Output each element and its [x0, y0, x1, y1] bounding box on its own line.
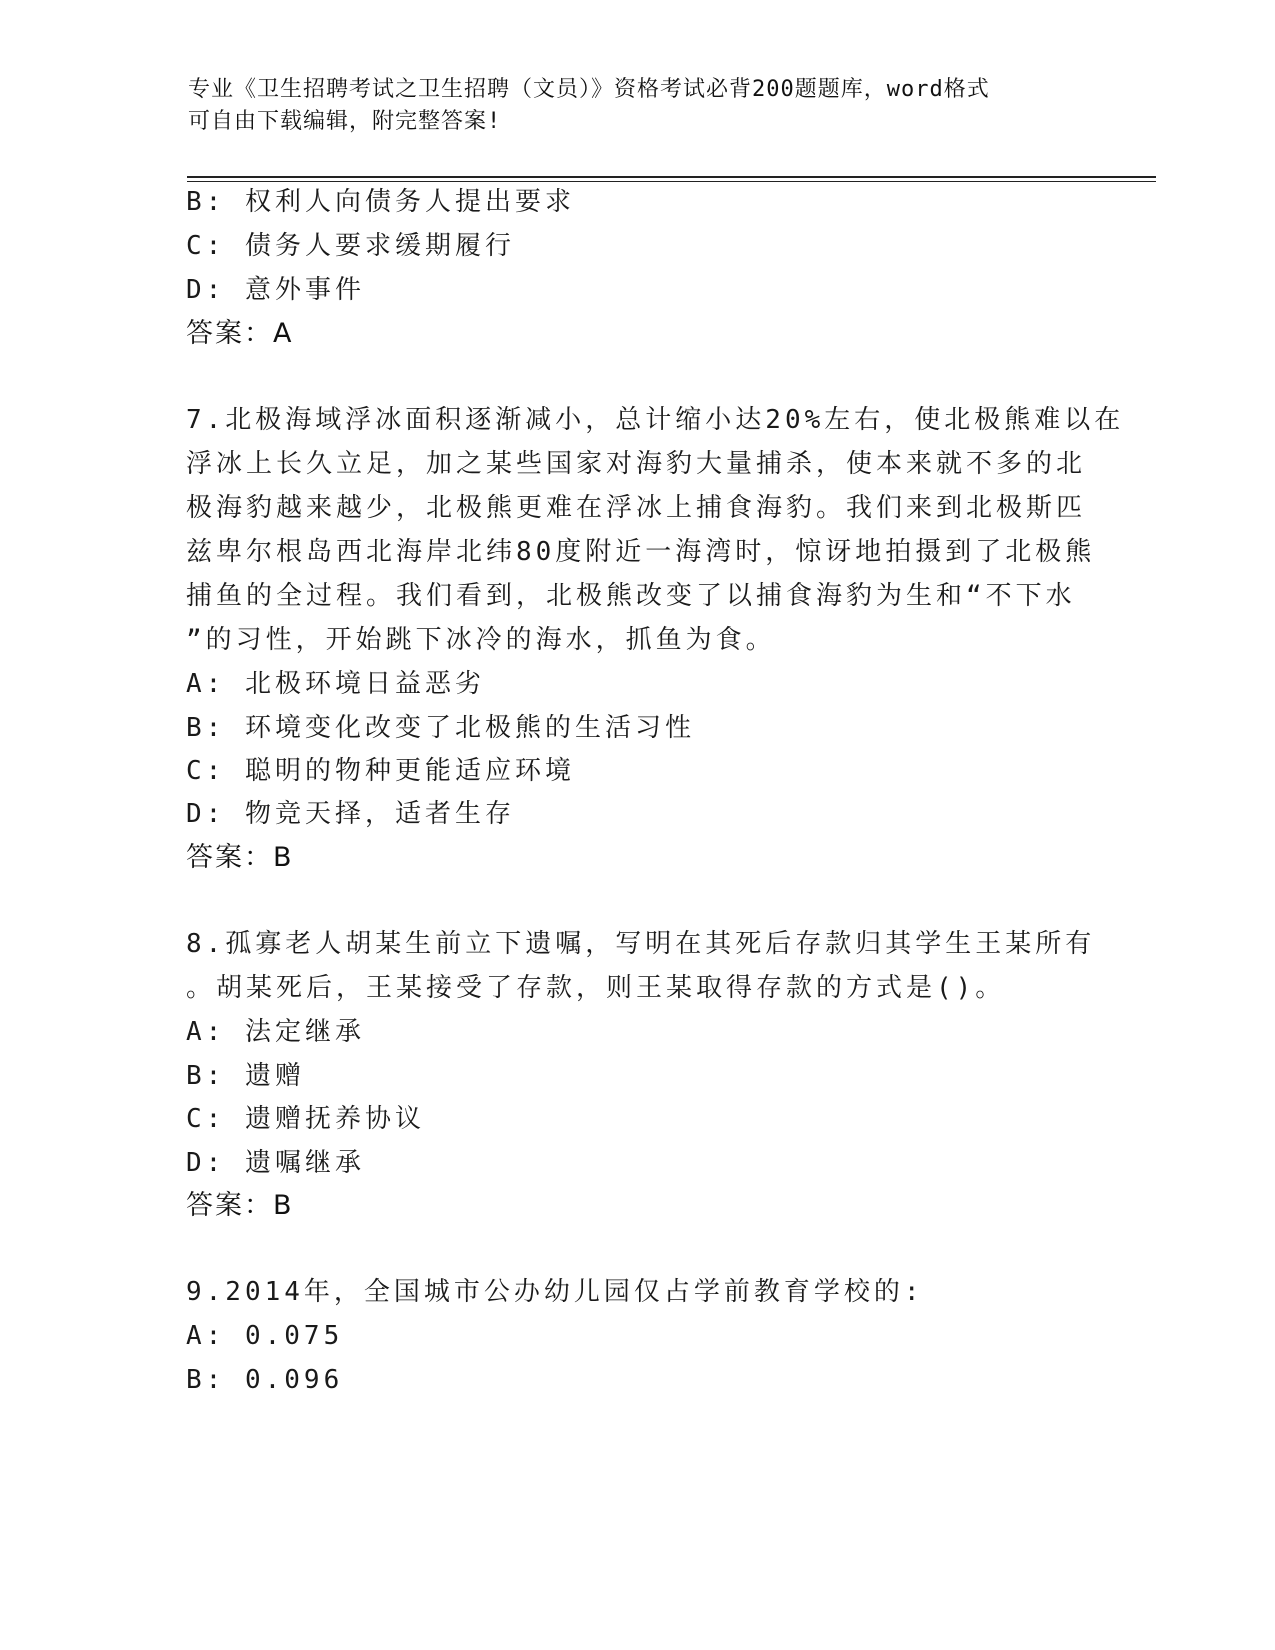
question-7-stem-line: 兹卑尔根岛西北海岸北纬80度附近一海湾时，惊讶地拍摄到了北极熊: [186, 537, 1096, 567]
question-9-option-b: B: 0.096: [186, 1365, 344, 1395]
question-7-stem-line: ”的习性，开始跳下冰冷的海水，抓鱼为食。: [186, 625, 776, 655]
question-7-option-a: A: 北极环境日益恶劣: [186, 669, 485, 699]
question-8-stem-line: 。胡某死后，王某接受了存款，则王某取得存款的方式是()。: [186, 973, 1006, 1003]
header-divider: [187, 176, 1156, 182]
question-7-option-d: D: 物竞天择，适者生存: [186, 799, 515, 829]
question-8-stem-line: 8.孤寡老人胡某生前立下遗嘱，写明在其死后存款归其学生王某所有: [186, 929, 1096, 959]
header-line-1: 专业《卫生招聘考试之卫生招聘（文员）》资格考试必背200题题库，word格式: [188, 77, 990, 102]
header-line-2: 可自由下载编辑，附完整答案!: [188, 109, 502, 134]
question-8-option-d: D: 遗嘱继承: [186, 1148, 365, 1178]
question-8-option-c: C: 遗赠抚养协议: [186, 1104, 425, 1134]
option-b: B: 权利人向债务人提出要求: [186, 187, 575, 217]
question-7-option-c: C: 聪明的物种更能适应环境: [186, 756, 575, 786]
question-7-stem-line: 浮冰上长久立足，加之某些国家对海豹大量捕杀，使本来就不多的北: [186, 449, 1087, 479]
question-8-answer: 答案：B: [186, 1190, 294, 1221]
question-8-option-b: B: 遗赠: [186, 1061, 305, 1091]
question-7-answer: 答案：B: [186, 842, 294, 873]
question-7-stem-line: 7.北极海域浮冰面积逐渐减小，总计缩小达20%左右，使北极熊难以在: [186, 405, 1125, 435]
question-9-option-a: A: 0.075: [186, 1321, 344, 1351]
answer-label: 答案：A: [186, 318, 294, 349]
question-8-option-a: A: 法定继承: [186, 1017, 365, 1047]
question-7-stem-line: 捕鱼的全过程。我们看到，北极熊改变了以捕食海豹为生和“不下水: [186, 581, 1076, 611]
question-9-stem-line: 9.2014年，全国城市公办幼儿园仅占学前教育学校的:: [186, 1277, 924, 1307]
question-7-option-b: B: 环境变化改变了北极熊的生活习性: [186, 713, 695, 743]
question-7-stem-line: 极海豹越来越少，北极熊更难在浮冰上捕食海豹。我们来到北极斯匹: [186, 493, 1087, 523]
document-header: [188, 74, 1068, 138]
option-c: C: 债务人要求缓期履行: [186, 231, 515, 261]
option-d: D: 意外事件: [186, 275, 365, 305]
